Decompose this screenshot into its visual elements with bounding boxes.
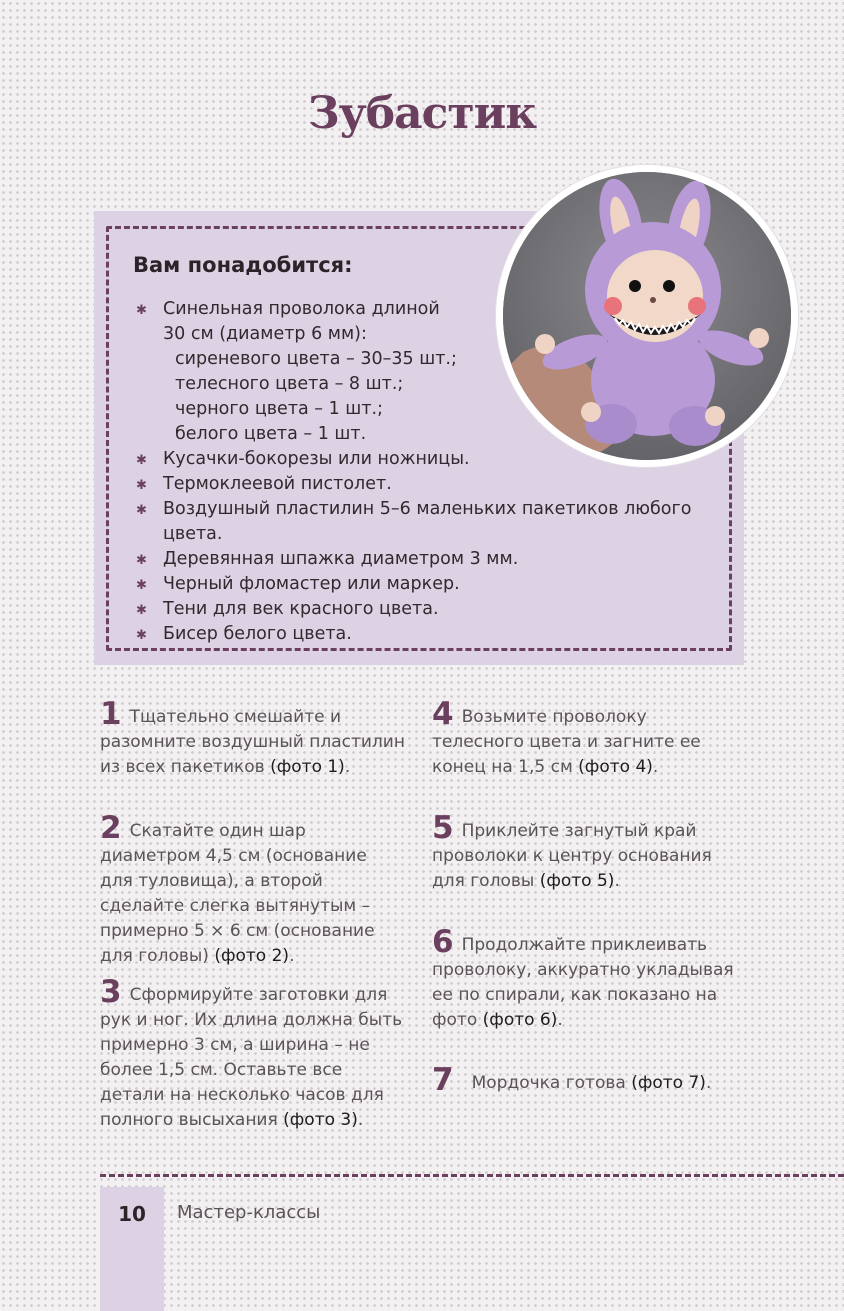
star-bullet-icon: ✱ [136,603,147,618]
material-text: Воздушный пластилин 5–6 маленьких пакетиков любого цвета. [163,499,692,544]
material-text: Тени для век красного цвета. [163,599,439,619]
step-number: 2 [100,810,122,846]
photo-reference: (фото 1) [270,757,345,777]
material-item [133,497,733,547]
material-text: Деревянная шпажка диаметром 3 мм. [163,549,519,569]
step-number: 1 [100,696,122,732]
step-number: 7 [432,1062,454,1098]
star-bullet-icon: ✱ [136,503,147,518]
step-text: Тщательно смешайте и разомните воздушный пластилин из всех пакетиков [100,707,405,777]
step-text: Скатайте один шар диаметром 4,5 см (основание для туловища), а второй сделайте слегка вытянутым – примерно 5 × 6 см (основание для головы) [100,821,375,966]
step-6 [432,924,742,1033]
step-4 [432,696,742,780]
step-3 [100,974,405,1133]
material-text: Термоклеевой пистолет. [163,474,392,494]
materials-heading: Вам понадобится: [133,253,353,277]
step-text: Приклейте загнутый край проволоки к центру основания для головы [432,821,712,891]
material-subline: черного цвета – 1 шт.; [175,399,383,419]
photo-reference: (фото 7) [631,1073,706,1093]
step-text: Возьмите проволоку телесного цвета и загните ее конец на 1,5 см [432,707,701,777]
material-text: Синельная проволока длиной [163,299,440,319]
material-item [133,472,733,497]
step-2 [100,810,405,969]
footer-divider [100,1174,844,1177]
step-text-end: . [344,757,351,777]
material-text: Черный фломастер или маркер. [163,574,460,594]
material-text: Кусачки-бокорезы или ножницы. [163,449,470,469]
page-number: 10 [118,1202,146,1226]
star-bullet-icon: ✱ [136,453,147,468]
material-item [133,622,733,647]
star-bullet-icon: ✱ [136,478,147,493]
step-number: 5 [432,810,454,846]
material-item [133,597,733,622]
step-text-end: . [357,1110,364,1130]
step-text-end: . [557,1010,563,1030]
material-item [133,572,733,597]
star-bullet-icon: ✱ [136,303,147,318]
toy-photo-frame [496,165,798,467]
material-subline: телесного цвета – 8 шт.; [175,374,404,394]
material-subline: сиреневого цвета – 30–35 шт.; [175,349,457,369]
step-text-end: . [705,1073,712,1093]
material-subline: белого цвета – 1 шт. [175,424,367,444]
photo-reference: (фото 4) [578,757,653,777]
section-name: Мастер-классы [177,1202,321,1223]
photo-reference: (фото 6) [482,1010,558,1030]
step-text-end: . [289,946,295,966]
step-1 [100,696,410,780]
photo-reference: (фото 2) [214,946,290,966]
star-bullet-icon: ✱ [136,628,147,643]
step-text-end: . [652,757,659,777]
step-7 [432,1062,742,1098]
step-text-end: . [614,871,620,891]
step-5 [432,810,742,894]
photo-reference: (фото 5) [539,871,615,891]
step-number: 4 [432,696,454,732]
step-number: 3 [100,974,122,1010]
step-text: Продолжайте приклеивать проволоку, аккуратно укладывая ее по спирали, как показано на фото [432,935,734,1030]
toy-photo [503,172,791,460]
step-number: 6 [432,924,454,960]
star-bullet-icon: ✱ [136,578,147,593]
material-subline: 30 см (диаметр 6 мм): [163,324,367,344]
photo-reference: (фото 3) [283,1110,358,1130]
page-number-tab [100,1187,164,1311]
star-bullet-icon: ✱ [136,553,147,568]
step-text: Мордочка готова [471,1073,632,1093]
material-text: Бисер белого цвета. [163,624,352,644]
plush-bunny-illustration [503,172,791,460]
page-title: Зубастик [307,88,537,139]
step-text: Сформируйте заготовки для рук и ног. Их длина должна быть примерно 3 см, а ширина – не более 1,5 см. Оставьте все детали на несколько часов для полного высыхания [100,985,403,1130]
material-item [133,547,733,572]
